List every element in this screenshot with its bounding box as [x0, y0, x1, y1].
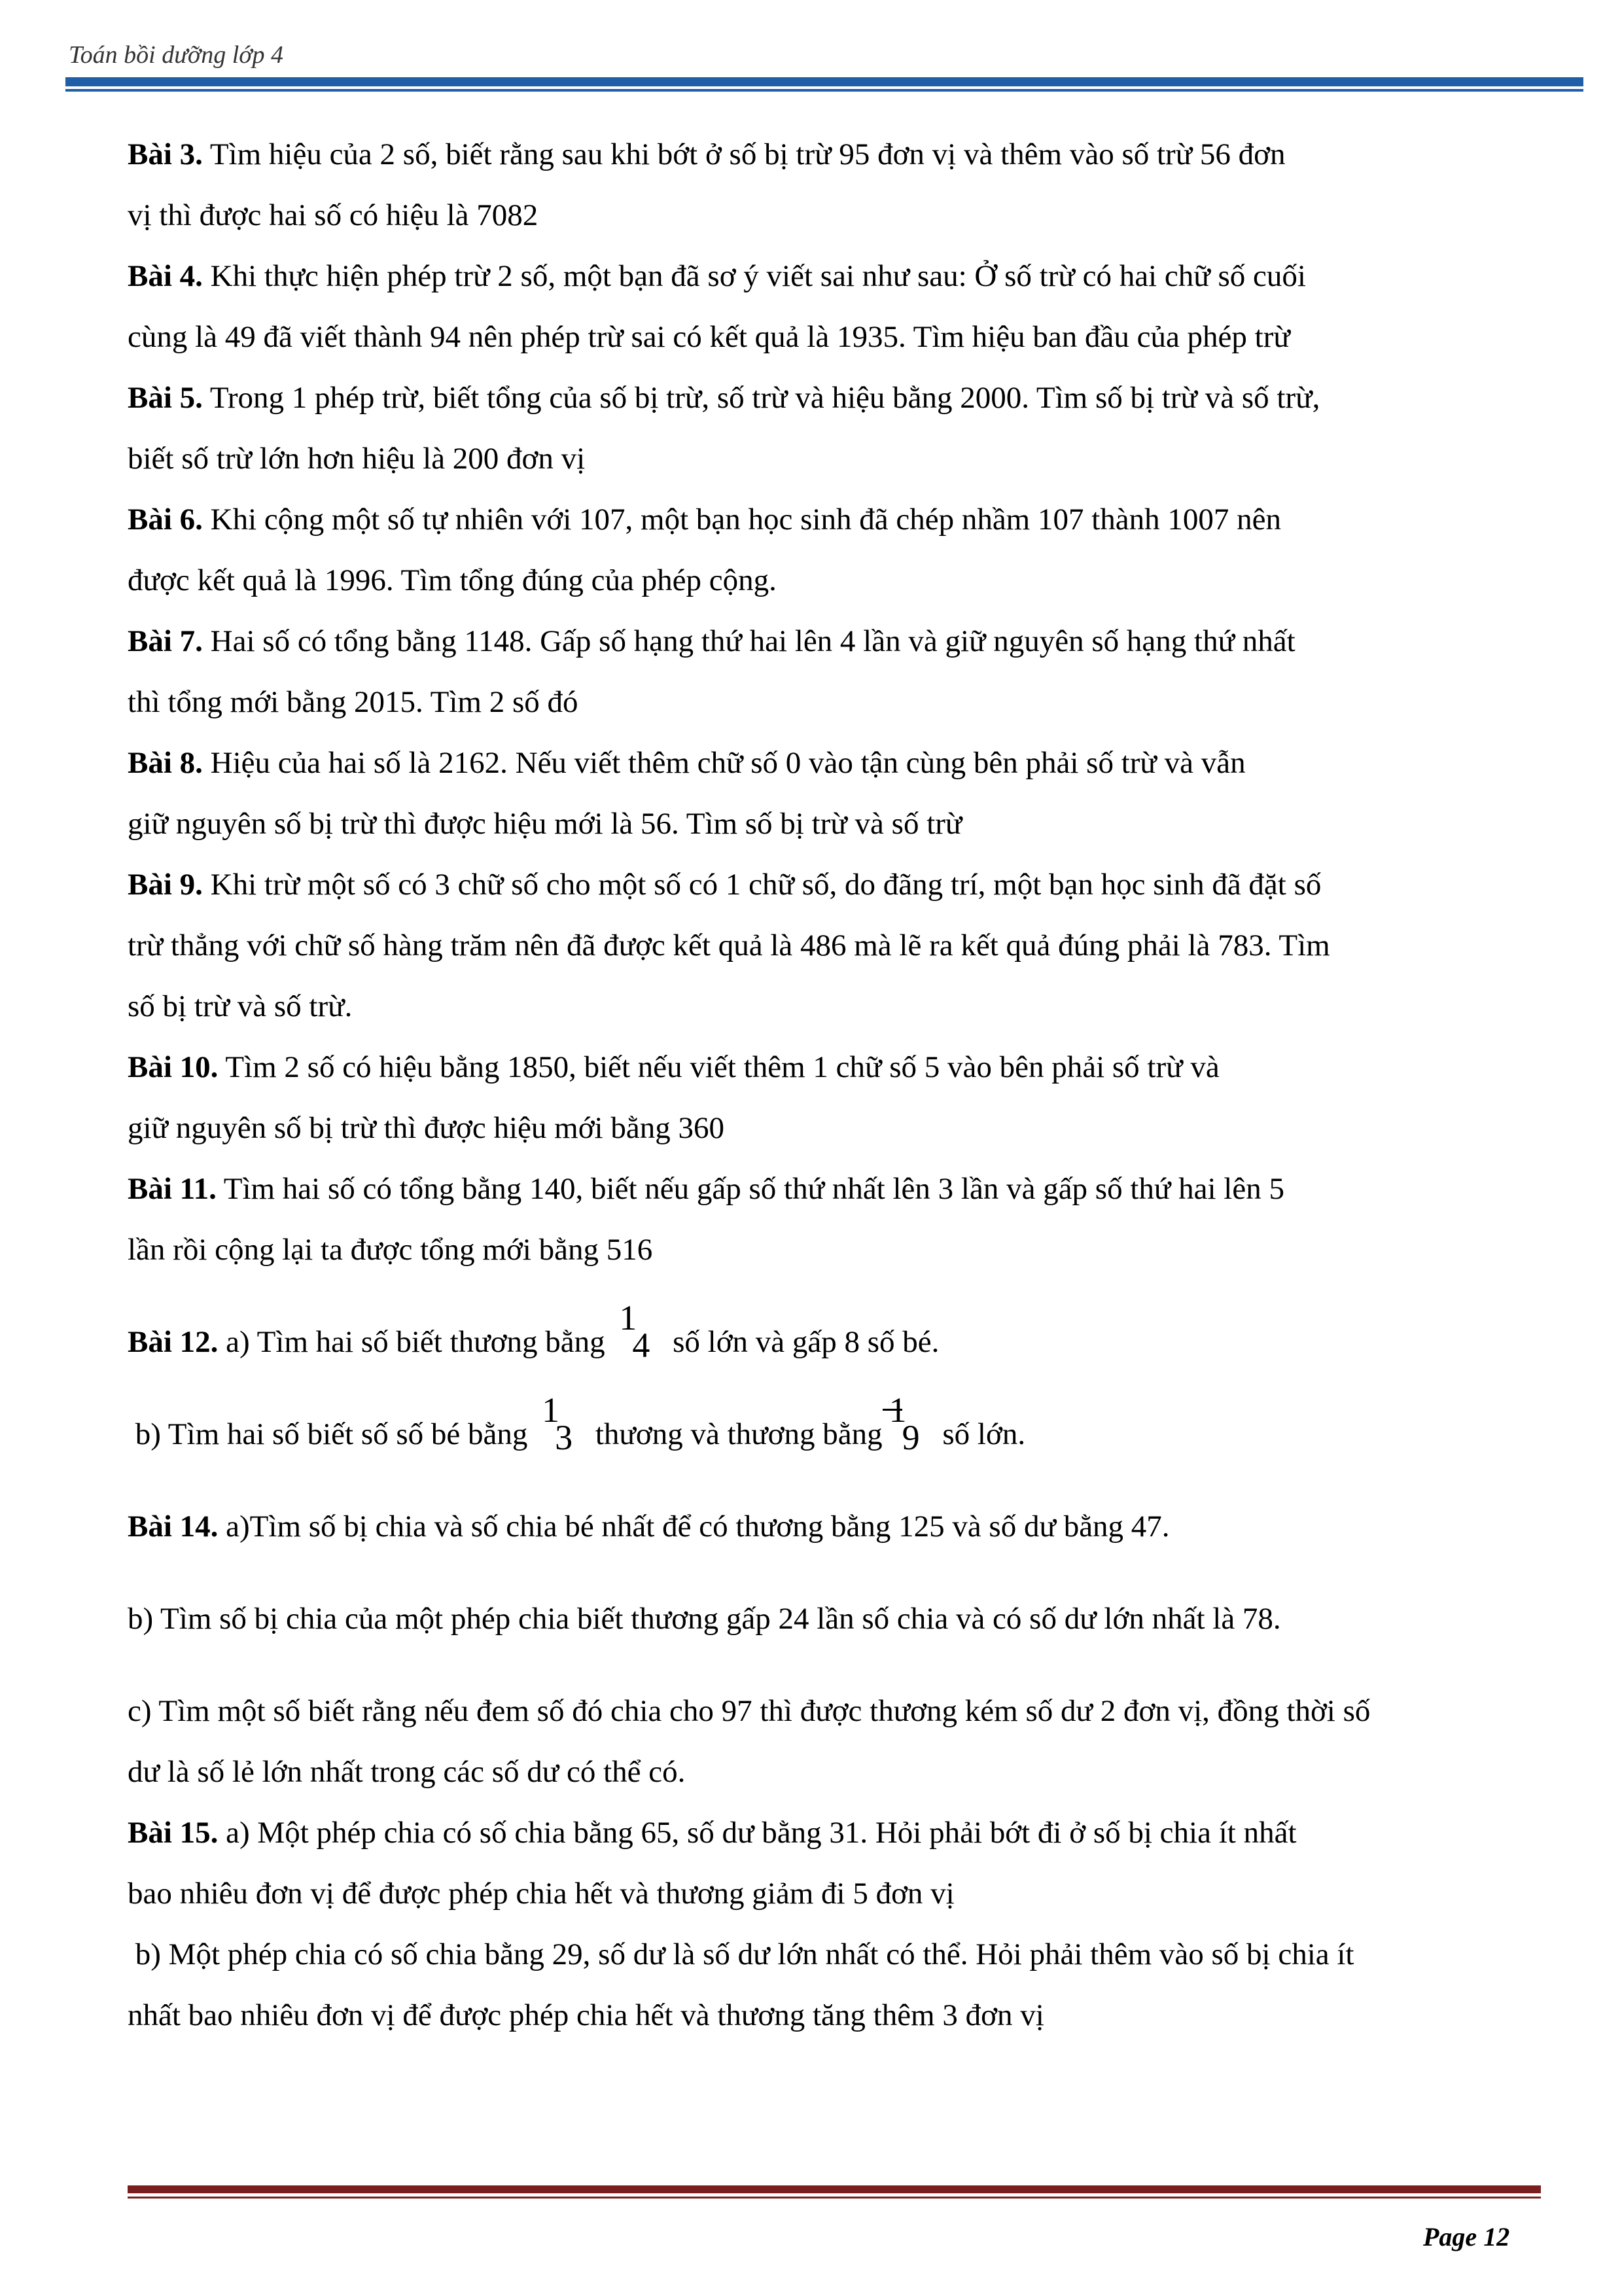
- problem-8-line-1: [128, 733, 1580, 794]
- problem-text: Hiệu của hai số là 2162. Nếu viết thêm chữ số 0 vào tận cùng bên phải số trừ và vẫn: [210, 746, 1246, 780]
- problem-text: Hai số có tổng bằng 1148. Gấp số hạng thứ hai lên 4 lần và giữ nguyên số hạng thứ nhất: [210, 624, 1296, 658]
- problem-15-b-line-2: nhất bao nhiêu đơn vị để được phép chia hết và thương tăng thêm 3 đơn vị: [128, 1998, 1044, 2032]
- problem-label: Bài 6.: [128, 503, 203, 537]
- problem-5-line-1: [128, 368, 1580, 429]
- problem-text: thương và thương bằng: [595, 1417, 883, 1451]
- header-rule: [65, 77, 1583, 86]
- problem-label: Bài 7.: [128, 624, 203, 658]
- problem-6-line-1: [128, 489, 1580, 550]
- problem-15-a-line-2: bao nhiêu đơn vị để được phép chia hết và thương giảm đi 5 đơn vị: [128, 1877, 955, 1911]
- problem-text: a)Tìm số bị chia và số chia bé nhất để có thương bằng 125 và số dư bằng 47.: [226, 1510, 1170, 1544]
- fraction-denominator: 3: [555, 1418, 573, 1457]
- problem-6-line-2: được kết quả là 1996. Tìm tổng đúng của phép cộng.: [128, 563, 777, 597]
- problem-10-line-1: [128, 1037, 1580, 1098]
- problem-text: b) Tìm hai số biết số số bé bằng: [135, 1417, 528, 1451]
- problem-7-line-1: [128, 611, 1580, 672]
- fraction-numerator: 1: [889, 1390, 907, 1430]
- problem-text: số lớn.: [942, 1417, 1026, 1451]
- problem-9-line-2: trừ thẳng với chữ số hàng trăm nên đã được kết quả là 486 mà lẽ ra kết quả đúng phải là 783. Tìm: [128, 928, 1330, 963]
- problem-14-a: [128, 1496, 1580, 1557]
- problem-text: Khi cộng một số tự nhiên với 107, một bạn học sinh đã chép nhầm 107 thành 1007 nên: [210, 503, 1282, 537]
- problem-label: Bài 10.: [128, 1050, 219, 1084]
- fraction-denominator: 9: [902, 1418, 920, 1457]
- fraction-one-third: [535, 1390, 588, 1457]
- problem-label: Bài 15.: [128, 1816, 219, 1850]
- problem-4-line-1: [128, 246, 1580, 307]
- problem-text: a) Tìm hai số biết thương bằng: [226, 1325, 605, 1359]
- problem-label: Bài 5.: [128, 381, 203, 415]
- problem-label: Bài 14.: [128, 1510, 219, 1544]
- problem-label: Bài 4.: [128, 259, 203, 293]
- problem-text: Khi trừ một số có 3 chữ số cho một số có 1 chữ số, do đãng trí, một bạn học sinh đã đặt số: [210, 868, 1322, 902]
- problem-label: Bài 8.: [128, 746, 203, 780]
- problem-14-c-line-2: dư là số lẻ lớn nhất trong các số dư có thể có.: [128, 1755, 686, 1789]
- problem-text: số lớn và gấp 8 số bé.: [673, 1325, 940, 1359]
- problem-15-a-line-1: [128, 1803, 1580, 1863]
- problem-12-b: [128, 1390, 1580, 1465]
- problem-list: [128, 124, 1580, 2046]
- problem-text: Tìm hai số có tổng bằng 140, biết nếu gấp số thứ nhất lên 3 lần và gấp số thứ hai lên 5: [223, 1172, 1284, 1206]
- problem-text: Trong 1 phép trừ, biết tổng của số bị trừ, số trừ và hiệu bằng 2000. Tìm số bị trừ và số trừ,: [209, 381, 1320, 415]
- problem-7-line-2: thì tổng mới bằng 2015. Tìm 2 số đó: [128, 685, 578, 719]
- fraction-denominator: 4: [632, 1326, 650, 1365]
- problem-8-line-2: giữ nguyên số bị trừ thì được hiệu mới là 56. Tìm số bị trừ và số trừ: [128, 807, 962, 841]
- problem-text: Khi thực hiện phép trừ 2 số, một bạn đã sơ ý viết sai như sau: Ở số trừ có hai chữ số cuối: [210, 259, 1306, 293]
- problem-label: Bài 11.: [128, 1172, 217, 1206]
- problem-label: Bài 9.: [128, 868, 203, 902]
- problem-9-line-1: [128, 855, 1580, 915]
- problem-3-line-2: vị thì được hai số có hiệu là 7082: [128, 198, 538, 232]
- problem-10-line-2: giữ nguyên số bị trừ thì được hiệu mới bằng 360: [128, 1111, 724, 1145]
- problem-5-line-2: biết số trừ lớn hơn hiệu là 200 đơn vị: [128, 442, 586, 476]
- fraction-numerator: 1: [619, 1298, 637, 1337]
- header-title: Toán bồi dưỡng lớp 4: [69, 41, 284, 69]
- problem-9-line-3: số bị trừ và số trừ.: [128, 989, 353, 1023]
- page-number: Page 12: [1423, 2222, 1510, 2252]
- problem-label: Bài 3.: [128, 137, 203, 171]
- problem-text: b) Một phép chia có số chia bằng 29, số dư là số dư lớn nhất có thể. Hỏi phải thêm vào số bị chia ít: [135, 1937, 1354, 1971]
- problem-11-line-2: lần rồi cộng lại ta được tổng mới bằng 516: [128, 1233, 653, 1267]
- fraction-numerator: 1: [542, 1390, 560, 1430]
- problem-text: Tìm 2 số có hiệu bằng 1850, biết nếu viết thêm 1 chữ số 5 vào bên phải số trừ và: [225, 1050, 1220, 1084]
- header-rule-thin: [65, 89, 1583, 92]
- footer-rule-thin: [128, 2197, 1541, 2199]
- problem-15-b-line-1: [128, 1924, 1580, 1985]
- problem-12-a: [128, 1298, 1580, 1373]
- fraction-one-quarter: [612, 1298, 665, 1365]
- fraction-one-ninth: [883, 1390, 935, 1457]
- problem-text: a) Một phép chia có số chia bằng 65, số dư bằng 31. Hỏi phải bớt đi ở số bị chia ít nhất: [226, 1816, 1297, 1850]
- problem-14-b: b) Tìm số bị chia của một phép chia biết thương gấp 24 lần số chia và có số dư lớn nhất là 78.: [128, 1602, 1281, 1636]
- problem-3-line-1: [128, 124, 1580, 185]
- footer-rule: [128, 2185, 1541, 2193]
- problem-4-line-2: cùng là 49 đã viết thành 94 nên phép trừ sai có kết quả là 1935. Tìm hiệu ban đầu của phép trừ: [128, 320, 1290, 354]
- problem-11-line-1: [128, 1159, 1580, 1220]
- problem-text: Tìm hiệu của 2 số, biết rằng sau khi bớt ở số bị trừ 95 đơn vị và thêm vào số trừ 56 đơn: [209, 137, 1286, 171]
- problem-label: Bài 12.: [128, 1325, 219, 1359]
- problem-14-c-line-1: c) Tìm một số biết rằng nếu đem số đó chia cho 97 thì được thương kém số dư 2 đơn vị, đồng thời số: [128, 1694, 1371, 1728]
